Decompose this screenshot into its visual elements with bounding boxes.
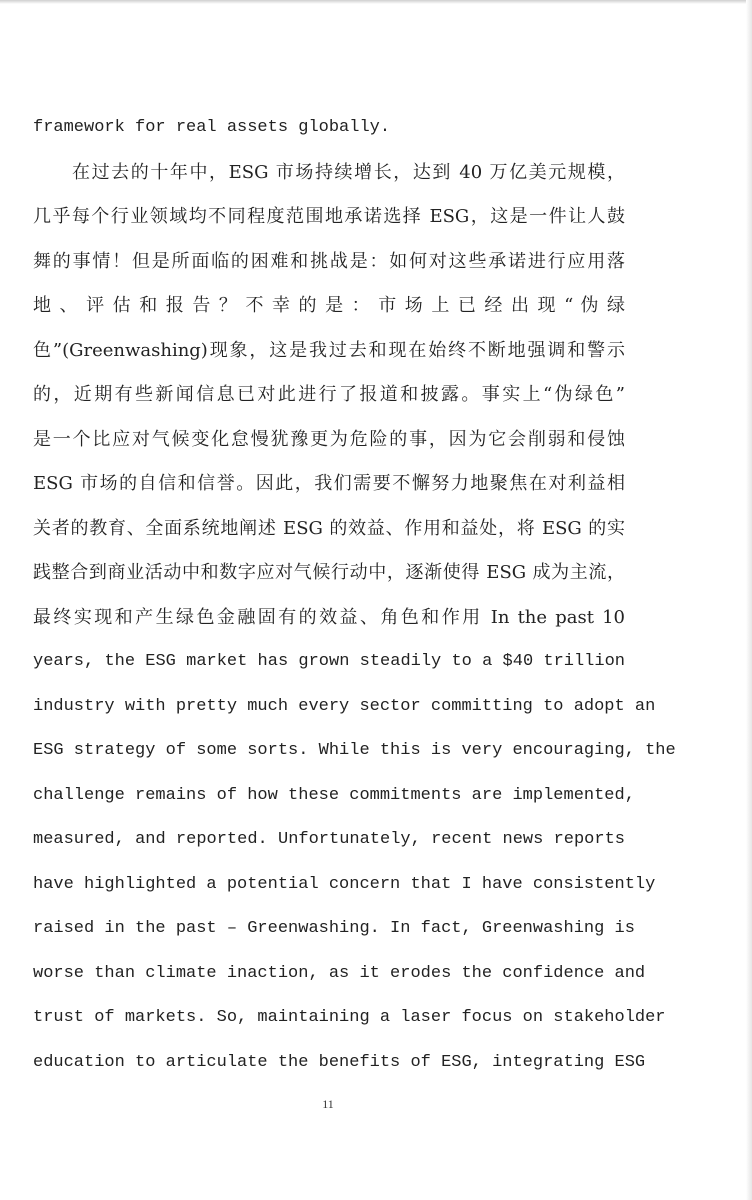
text-line: 践整合到商业活动中和数字应对气候行动中，逐渐使得 ESG 成为主流， bbox=[33, 562, 625, 583]
text-line: education to articulate the benefits of ESG, integrating ESG bbox=[33, 1053, 646, 1072]
text-line: 色”(Greenwashing)现象，这是我过去和现在始终不断地强调和警示 bbox=[33, 340, 625, 361]
text-line: ESG strategy of some sorts. While this is very encouraging, the bbox=[33, 741, 676, 760]
text-line: worse than climate inaction, as it erodes the confidence and bbox=[33, 964, 646, 983]
text-line: trust of markets. So, maintaining a laser focus on stakeholder bbox=[33, 1008, 666, 1027]
text-line: 关者的教育、全面系统地阐述 ESG 的效益、作用和益处，将 ESG 的实 bbox=[33, 518, 625, 539]
top-edge-shadow bbox=[0, 0, 752, 4]
text-line: 舞的事情！但是所面临的困难和挑战是：如何对这些承诺进行应用落 bbox=[33, 251, 625, 272]
text-line: 的，近期有些新闻信息已对此进行了报道和披露。事实上“伪绿色” bbox=[33, 384, 625, 405]
text-line: 几乎每个行业领域均不同程度范围地承诺选择 ESG，这是一件让人鼓 bbox=[33, 206, 625, 227]
text-line: raised in the past – Greenwashing. In fact, Greenwashing is bbox=[33, 919, 635, 938]
text-line: measured, and reported. Unfortunately, recent news reports bbox=[33, 830, 625, 849]
text-line: challenge remains of how these commitments are implemented, bbox=[33, 786, 635, 805]
right-edge-shadow bbox=[746, 0, 752, 1200]
text-line: framework for real assets globally. bbox=[33, 118, 391, 137]
text-line: industry with pretty much every sector committing to adopt an bbox=[33, 697, 656, 716]
text-line: 地 、 评 估 和 报 告 ？ 不 幸 的 是 ： 市 场 上 已 经 出 现 “ 伪 绿 bbox=[33, 295, 625, 316]
text-line: have highlighted a potential concern that I have consistently bbox=[33, 875, 656, 894]
text-line: 最终实现和产生绿色金融固有的效益、角色和作用 In the past 10 bbox=[33, 607, 625, 628]
text-line: 是一个比应对气候变化怠慢犹豫更为危险的事，因为它会削弱和侵蚀 bbox=[33, 429, 625, 450]
text-line: 在过去的十年中，ESG 市场持续增长，达到 40 万亿美元规模， bbox=[72, 162, 625, 183]
text-line: years, the ESG market has grown steadily to a $40 trillion bbox=[33, 652, 625, 671]
text-line: ESG 市场的自信和信誉。因此，我们需要不懈努力地聚焦在对利益相 bbox=[33, 473, 625, 494]
page-number: 11 bbox=[322, 1097, 334, 1111]
